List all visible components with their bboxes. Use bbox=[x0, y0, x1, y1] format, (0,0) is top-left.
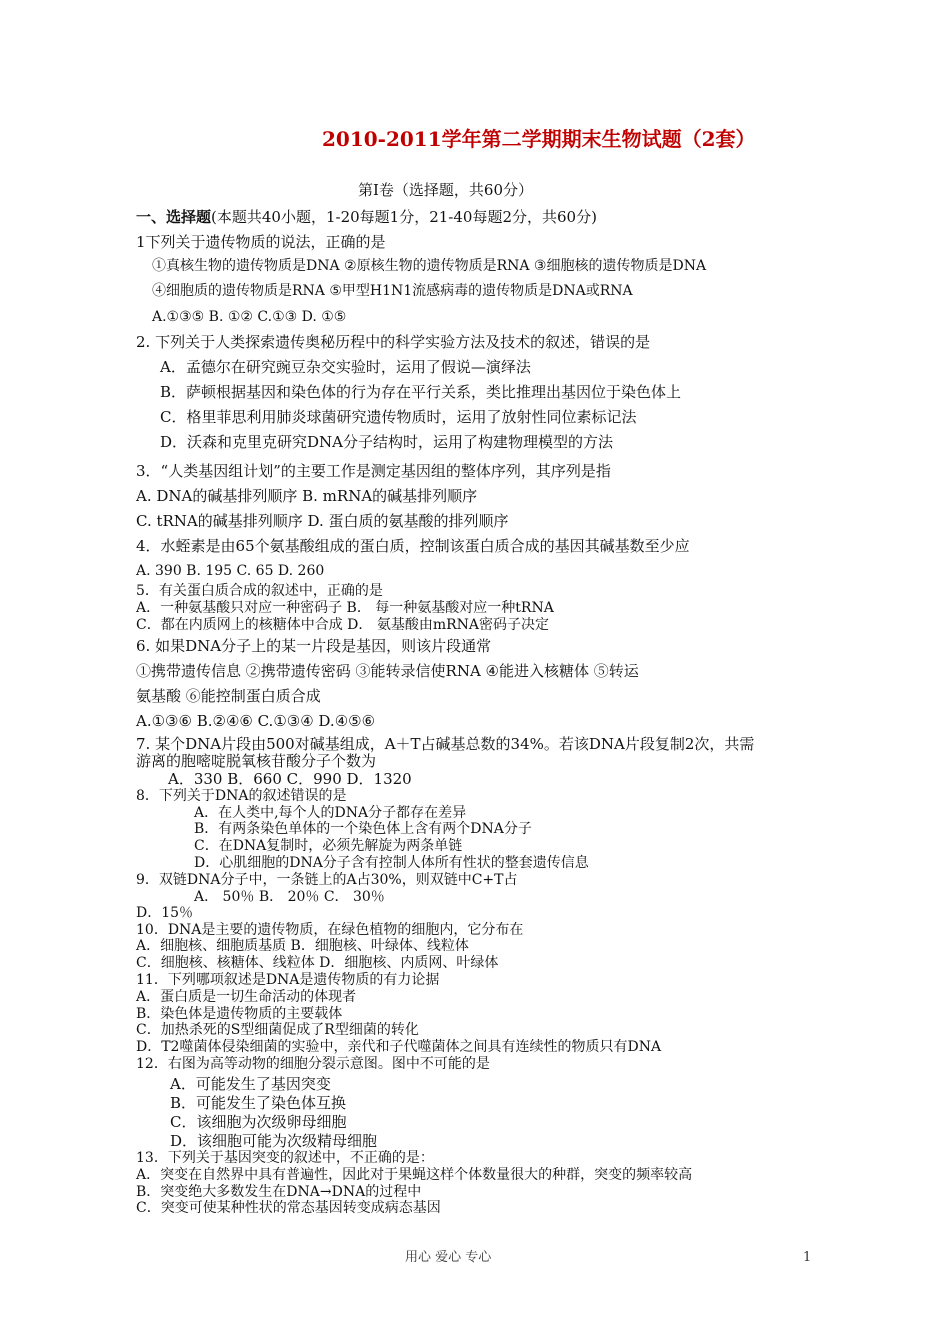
question-line: 4．水蛭素是由65个氨基酸组成的蛋白质，控制该蛋白质合成的基因其碱基数至少应 bbox=[136, 537, 690, 555]
question-line: 7. 某个DNA片段由500对碱基组成，A＋T占碱基总数的34%。若该DNA片段复制2次，共需 bbox=[136, 735, 755, 753]
question-line: D．沃森和克里克研究DNA分子结构时，运用了构建物理模型的方法 bbox=[160, 433, 614, 451]
question-line: A．可能发生了基因突变 bbox=[170, 1075, 331, 1093]
question-line: 13．下列关于基因突变的叙述中，不正确的是： bbox=[136, 1150, 434, 1166]
question-line: B．萨顿根据基因和染色体的行为存在平行关系，类比推理出基因位于染色体上 bbox=[160, 383, 682, 401]
question-line: A.①③⑤ B. ①② C.①③ D. ①⑤ bbox=[152, 309, 347, 325]
question-line: B．突变绝大多数发生在DNA→DNA的过程中 bbox=[136, 1184, 422, 1200]
question-line: C. tRNA的碱基排列顺序 D. 蛋白质的氨基酸的排列顺序 bbox=[136, 512, 509, 530]
question-line: D．心肌细胞的DNA分子含有控制人体所有性状的整套遗传信息 bbox=[194, 855, 589, 871]
question-line: A．一种氨基酸只对应一种密码子 B． 每一种氨基酸对应一种tRNA bbox=[136, 600, 554, 616]
question-line: D．15％ bbox=[136, 905, 194, 921]
question-line: C．突变可使某种性状的常态基因转变成病态基因 bbox=[136, 1200, 441, 1216]
footer-motto: 用心 爱心 专心 bbox=[405, 1250, 492, 1265]
question-line: A. 390 B. 195 C. 65 D. 260 bbox=[136, 563, 325, 579]
question-line: 11．下列哪项叙述是DNA是遗传物质的有力论据 bbox=[136, 972, 440, 988]
question-line: ①真核生物的遗传物质是DNA ②原核生物的遗传物质是RNA ③细胞核的遗传物质是DNA bbox=[152, 258, 707, 274]
question-line: D．该细胞可能为次级精母细胞 bbox=[170, 1132, 378, 1150]
question-line: A. DNA的碱基排列顺序 B. mRNA的碱基排列顺序 bbox=[136, 487, 478, 505]
question-line: 1下列关于遗传物质的说法，正确的是 bbox=[136, 233, 386, 251]
question-line: 2. 下列关于人类探索遗传奥秘历程中的科学实验方法及技术的叙述，错误的是 bbox=[136, 333, 651, 351]
section-note: (本题共40小题，1-20每题1分，21-40每题2分，共60分) bbox=[211, 208, 597, 226]
question-line: C．细胞核、核糖体、线粒体 D．细胞核、内质网、叶绿体 bbox=[136, 955, 499, 971]
question-line: 9．双链DNA分子中，一条链上的A占30%，则双链中C+T占 bbox=[136, 872, 518, 888]
question-line: A．在人类中,每个人的DNA分子都存在差异 bbox=[194, 805, 467, 821]
question-line: A．孟德尔在研究豌豆杂交实验时，运用了假说—演绎法 bbox=[160, 358, 531, 376]
question-line: C．该细胞为次级卵母细胞 bbox=[170, 1113, 347, 1131]
section-heading bbox=[136, 208, 597, 226]
question-line: 3．“人类基因组计划”的主要工作是测定基因组的整体序列，其序列是指 bbox=[136, 462, 611, 480]
volume-heading: 第Ⅰ卷（选择题，共60分） bbox=[358, 181, 534, 199]
page-number: 1 bbox=[803, 1250, 812, 1265]
question-line: 6. 如果DNA分子上的某一片段是基因，则该片段通常 bbox=[136, 637, 492, 655]
question-line: A．330 B．660 C．990 D．1320 bbox=[168, 770, 412, 788]
question-line: A．细胞核、细胞质基质 B．细胞核、叶绿体、线粒体 bbox=[136, 938, 469, 954]
question-line: B．染色体是遗传物质的主要载体 bbox=[136, 1006, 343, 1022]
question-line: 10．DNA是主要的遗传物质，在绿色植物的细胞内，它分布在 bbox=[136, 922, 524, 938]
question-line: ④细胞质的遗传物质是RNA ⑤甲型H1N1流感病毒的遗传物质是DNA或RNA bbox=[152, 283, 633, 299]
document-title: 2010-2011学年第二学期期末生物试题（2套） bbox=[322, 127, 756, 151]
question-line: 12．右图为高等动物的细胞分裂示意图。图中不可能的是 bbox=[136, 1056, 490, 1072]
question-line: ①携带遗传信息 ②携带遗传密码 ③能转录信使RNA ④能进入核糖体 ⑤转运 bbox=[136, 662, 639, 680]
question-line: C．格里菲思利用肺炎球菌研究遗传物质时，运用了放射性同位素标记法 bbox=[160, 408, 637, 426]
question-line: 8．下列关于DNA的叙述错误的是 bbox=[136, 788, 347, 804]
question-line: C．加热杀死的S型细菌促成了R型细菌的转化 bbox=[136, 1022, 419, 1038]
question-line: 5．有关蛋白质合成的叙述中，正确的是 bbox=[136, 583, 383, 599]
question-line: B．可能发生了染色体互换 bbox=[170, 1094, 347, 1112]
question-line: C．都在内质网上的核糖体中合成 D． 氨基酸由mRNA密码子决定 bbox=[136, 617, 550, 633]
question-line: A．突变在自然界中具有普遍性，因此对于果蝇这样个体数量很大的种群，突变的频率较高 bbox=[136, 1167, 693, 1183]
question-line: 游离的胞嘧啶脱氧核苷酸分子个数为 bbox=[136, 752, 377, 770]
question-line: 氨基酸 ⑥能控制蛋白质合成 bbox=[136, 687, 321, 705]
question-line: A.①③⑥ B.②④⑥ C.①③④ D.④⑤⑥ bbox=[136, 712, 376, 730]
section-label: 一、选择题 bbox=[136, 208, 212, 226]
question-line: A． 50％ B． 20％ C． 30％ bbox=[194, 889, 385, 905]
question-line: D．T2噬菌体侵染细菌的实验中，亲代和子代噬菌体之间具有连续性的物质只有DNA bbox=[136, 1039, 662, 1055]
question-line: C．在DNA复制时，必须先解旋为两条单链 bbox=[194, 838, 463, 854]
question-line: B．有两条染色单体的一个染色体上含有两个DNA分子 bbox=[194, 821, 532, 837]
question-line: A．蛋白质是一切生命活动的体现者 bbox=[136, 989, 357, 1005]
